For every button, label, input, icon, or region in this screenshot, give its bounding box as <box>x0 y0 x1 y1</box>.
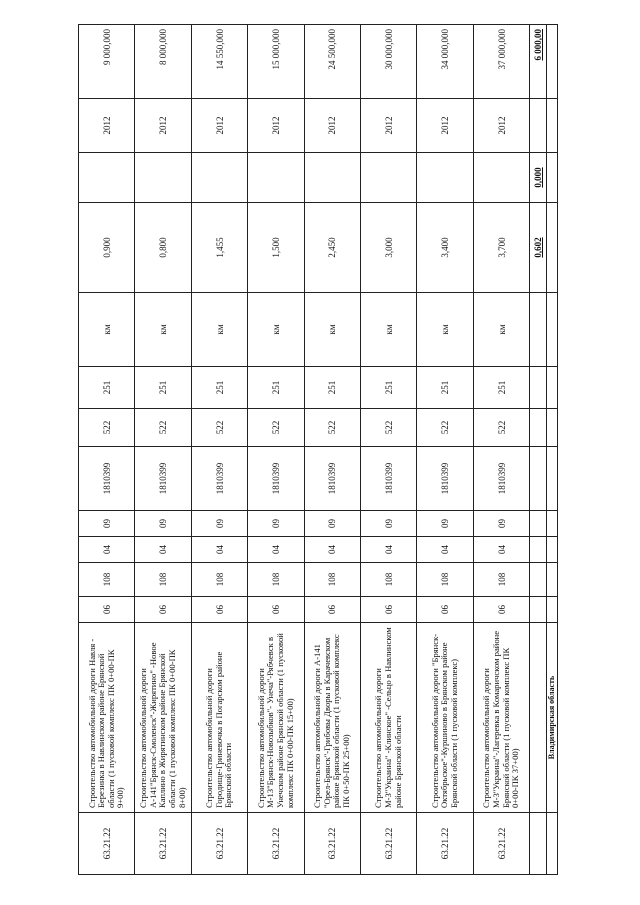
cell-c09: 09 <box>304 511 360 537</box>
cell-amount: 15 000,000 <box>248 25 304 99</box>
cell-length: 2,450 <box>304 203 360 293</box>
cell-c06: 06 <box>417 597 473 623</box>
cell-code: 63.21.22 <box>473 813 529 875</box>
cell-name: Строительство автомобильной дороги М-13"Брянск-Новозыбков"- Унеча"-Рябчевск в Унечском районе Брянской области (1 пусковой комплекс ПК 0+00-ПК 15+00) <box>248 623 304 813</box>
cell-length2 <box>135 153 191 203</box>
total-cell-length: 0,602 <box>530 203 546 293</box>
total-cell-c108 <box>530 563 546 597</box>
region-cell-amount <box>546 25 557 99</box>
cell-year: 2012 <box>191 99 247 153</box>
cell-amount: 14 550,000 <box>191 25 247 99</box>
cell-length2 <box>417 153 473 203</box>
cell-amount: 37 000,000 <box>473 25 529 99</box>
cell-target: 1810399 <box>135 447 191 511</box>
cell-code: 63.21.22 <box>417 813 473 875</box>
cell-target: 1810399 <box>361 447 417 511</box>
total-cell-amount: 6 000,00 <box>530 25 546 99</box>
region-row <box>546 25 557 875</box>
cell-c09: 09 <box>248 511 304 537</box>
cell-unit: км <box>361 293 417 367</box>
region-cell-c522 <box>546 409 557 447</box>
cell-length2 <box>248 153 304 203</box>
table-body <box>79 25 558 875</box>
cell-year: 2012 <box>79 99 135 153</box>
cell-amount: 30 000,000 <box>361 25 417 99</box>
table-row <box>473 25 529 875</box>
road-construction-table <box>78 24 558 875</box>
region-cell-length2 <box>546 153 557 203</box>
cell-amount: 8 000,000 <box>135 25 191 99</box>
cell-c04: 04 <box>473 537 529 563</box>
cell-c522: 522 <box>135 409 191 447</box>
cell-c06: 06 <box>191 597 247 623</box>
cell-name: Строительство автомобильной дороги М-3"Украина" -Клинское" -Сельцо в Навлинском районе Брянской области <box>361 623 417 813</box>
cell-length2 <box>473 153 529 203</box>
cell-length: 3,000 <box>361 203 417 293</box>
cell-code: 63.21.22 <box>191 813 247 875</box>
cell-c04: 04 <box>79 537 135 563</box>
cell-c522: 522 <box>304 409 360 447</box>
cell-code: 63.21.22 <box>361 813 417 875</box>
cell-c251: 251 <box>135 367 191 409</box>
cell-unit: км <box>417 293 473 367</box>
cell-length: 0,800 <box>135 203 191 293</box>
cell-year: 2012 <box>417 99 473 153</box>
cell-target: 1810399 <box>304 447 360 511</box>
cell-unit: км <box>248 293 304 367</box>
cell-name: Строительство автомобильной дороги М-3"Украина"-Лагеревка в Комаричском районе Брянской области (1 пусковой комплекс ПК 0+00-ПК 37+00) <box>473 623 529 813</box>
cell-c522: 522 <box>361 409 417 447</box>
region-cell-c06 <box>546 597 557 623</box>
cell-c251: 251 <box>79 367 135 409</box>
cell-c522: 522 <box>248 409 304 447</box>
total-cell-unit <box>530 293 546 367</box>
cell-target: 1810399 <box>473 447 529 511</box>
region-cell-c108 <box>546 563 557 597</box>
table-row <box>417 25 473 875</box>
cell-amount: 24 500,000 <box>304 25 360 99</box>
total-cell-c09 <box>530 511 546 537</box>
cell-c04: 04 <box>191 537 247 563</box>
table-row <box>304 25 360 875</box>
region-cell-year <box>546 99 557 153</box>
cell-c04: 04 <box>248 537 304 563</box>
cell-c522: 522 <box>191 409 247 447</box>
total-row <box>530 25 546 875</box>
region-cell-name: Владимирская область <box>546 623 557 813</box>
region-cell-c04 <box>546 537 557 563</box>
cell-year: 2012 <box>135 99 191 153</box>
table-row <box>248 25 304 875</box>
cell-c251: 251 <box>248 367 304 409</box>
cell-length: 3,400 <box>417 203 473 293</box>
total-cell-c251 <box>530 367 546 409</box>
cell-length2 <box>191 153 247 203</box>
cell-year: 2012 <box>248 99 304 153</box>
cell-c251: 251 <box>417 367 473 409</box>
cell-target: 1810399 <box>191 447 247 511</box>
cell-name: Строительство автомобильной дороги "Брянск-Октябрьское"-Куршиново в Брянском районе Брянской области (1 пусковой комплекс) <box>417 623 473 813</box>
cell-c522: 522 <box>79 409 135 447</box>
cell-name: Строительство автомобильной дороги Городище-Гриневочка в Погарском районе Брянской области <box>191 623 247 813</box>
cell-c06: 06 <box>304 597 360 623</box>
cell-c04: 04 <box>417 537 473 563</box>
cell-amount: 34 000,000 <box>417 25 473 99</box>
cell-c108: 108 <box>248 563 304 597</box>
cell-code: 63.21.22 <box>248 813 304 875</box>
total-cell-c04 <box>530 537 546 563</box>
region-cell-code <box>546 813 557 875</box>
cell-c108: 108 <box>191 563 247 597</box>
cell-unit: км <box>304 293 360 367</box>
total-cell-name <box>530 623 546 813</box>
cell-c04: 04 <box>135 537 191 563</box>
cell-code: 63.21.22 <box>304 813 360 875</box>
table-row <box>361 25 417 875</box>
cell-unit: км <box>79 293 135 367</box>
cell-length: 1,500 <box>248 203 304 293</box>
cell-c522: 522 <box>417 409 473 447</box>
cell-name: Строительство автомобильной дороги Навля - Березинка в Навлинском районе Брянской области (1 пусковой комплекс ПК 0+00-ПК 9+00) <box>79 623 135 813</box>
cell-c04: 04 <box>304 537 360 563</box>
total-cell-length2: 0,000 <box>530 153 546 203</box>
table-row <box>135 25 191 875</box>
cell-year: 2012 <box>304 99 360 153</box>
cell-length: 0,900 <box>79 203 135 293</box>
cell-target: 1810399 <box>248 447 304 511</box>
cell-year: 2012 <box>361 99 417 153</box>
total-cell-target <box>530 447 546 511</box>
cell-c108: 108 <box>417 563 473 597</box>
cell-c108: 108 <box>135 563 191 597</box>
cell-c06: 06 <box>361 597 417 623</box>
total-cell-c06 <box>530 597 546 623</box>
cell-name: Строительство автомобильной дороги А-141 "Орел-Брянск"-Грибовы Дворы в Карачевском районе Брянской области (1 пусковой комплекс ПК 0+50-ПК 25+00) <box>304 623 360 813</box>
cell-c09: 09 <box>417 511 473 537</box>
cell-c108: 108 <box>361 563 417 597</box>
cell-c09: 09 <box>135 511 191 537</box>
cell-c251: 251 <box>304 367 360 409</box>
table-row <box>191 25 247 875</box>
cell-c108: 108 <box>304 563 360 597</box>
total-cell-c522 <box>530 409 546 447</box>
cell-unit: км <box>135 293 191 367</box>
cell-c251: 251 <box>473 367 529 409</box>
cell-c04: 04 <box>361 537 417 563</box>
cell-code: 63.21.22 <box>135 813 191 875</box>
cell-length: 1,455 <box>191 203 247 293</box>
cell-year: 2012 <box>473 99 529 153</box>
cell-c09: 09 <box>191 511 247 537</box>
table-row <box>79 25 135 875</box>
cell-code: 63.21.22 <box>79 813 135 875</box>
cell-unit: км <box>473 293 529 367</box>
cell-c108: 108 <box>79 563 135 597</box>
cell-c251: 251 <box>191 367 247 409</box>
cell-unit: км <box>191 293 247 367</box>
cell-name: Строительство автомобильной дороги А-141"Брянск-Смоленск"-Жирятино" -Новое Каплино в Жирятинском районе Брянской области (1 пусковой комплекс ПК 0+00-ПК 8+00) <box>135 623 191 813</box>
cell-c06: 06 <box>79 597 135 623</box>
cell-target: 1810399 <box>79 447 135 511</box>
cell-c522: 522 <box>473 409 529 447</box>
cell-c06: 06 <box>248 597 304 623</box>
cell-c251: 251 <box>361 367 417 409</box>
region-cell-length <box>546 203 557 293</box>
total-cell-year <box>530 99 546 153</box>
region-cell-c251 <box>546 367 557 409</box>
cell-c06: 06 <box>473 597 529 623</box>
region-cell-c09 <box>546 511 557 537</box>
cell-length2 <box>361 153 417 203</box>
total-cell-code <box>530 813 546 875</box>
cell-target: 1810399 <box>417 447 473 511</box>
cell-length: 3,700 <box>473 203 529 293</box>
region-cell-target <box>546 447 557 511</box>
cell-c108: 108 <box>473 563 529 597</box>
cell-amount: 9 000,000 <box>79 25 135 99</box>
rotated-document-page <box>78 25 558 875</box>
cell-c09: 09 <box>79 511 135 537</box>
cell-c09: 09 <box>473 511 529 537</box>
cell-c09: 09 <box>361 511 417 537</box>
cell-length2 <box>79 153 135 203</box>
cell-c06: 06 <box>135 597 191 623</box>
cell-length2 <box>304 153 360 203</box>
region-cell-unit <box>546 293 557 367</box>
